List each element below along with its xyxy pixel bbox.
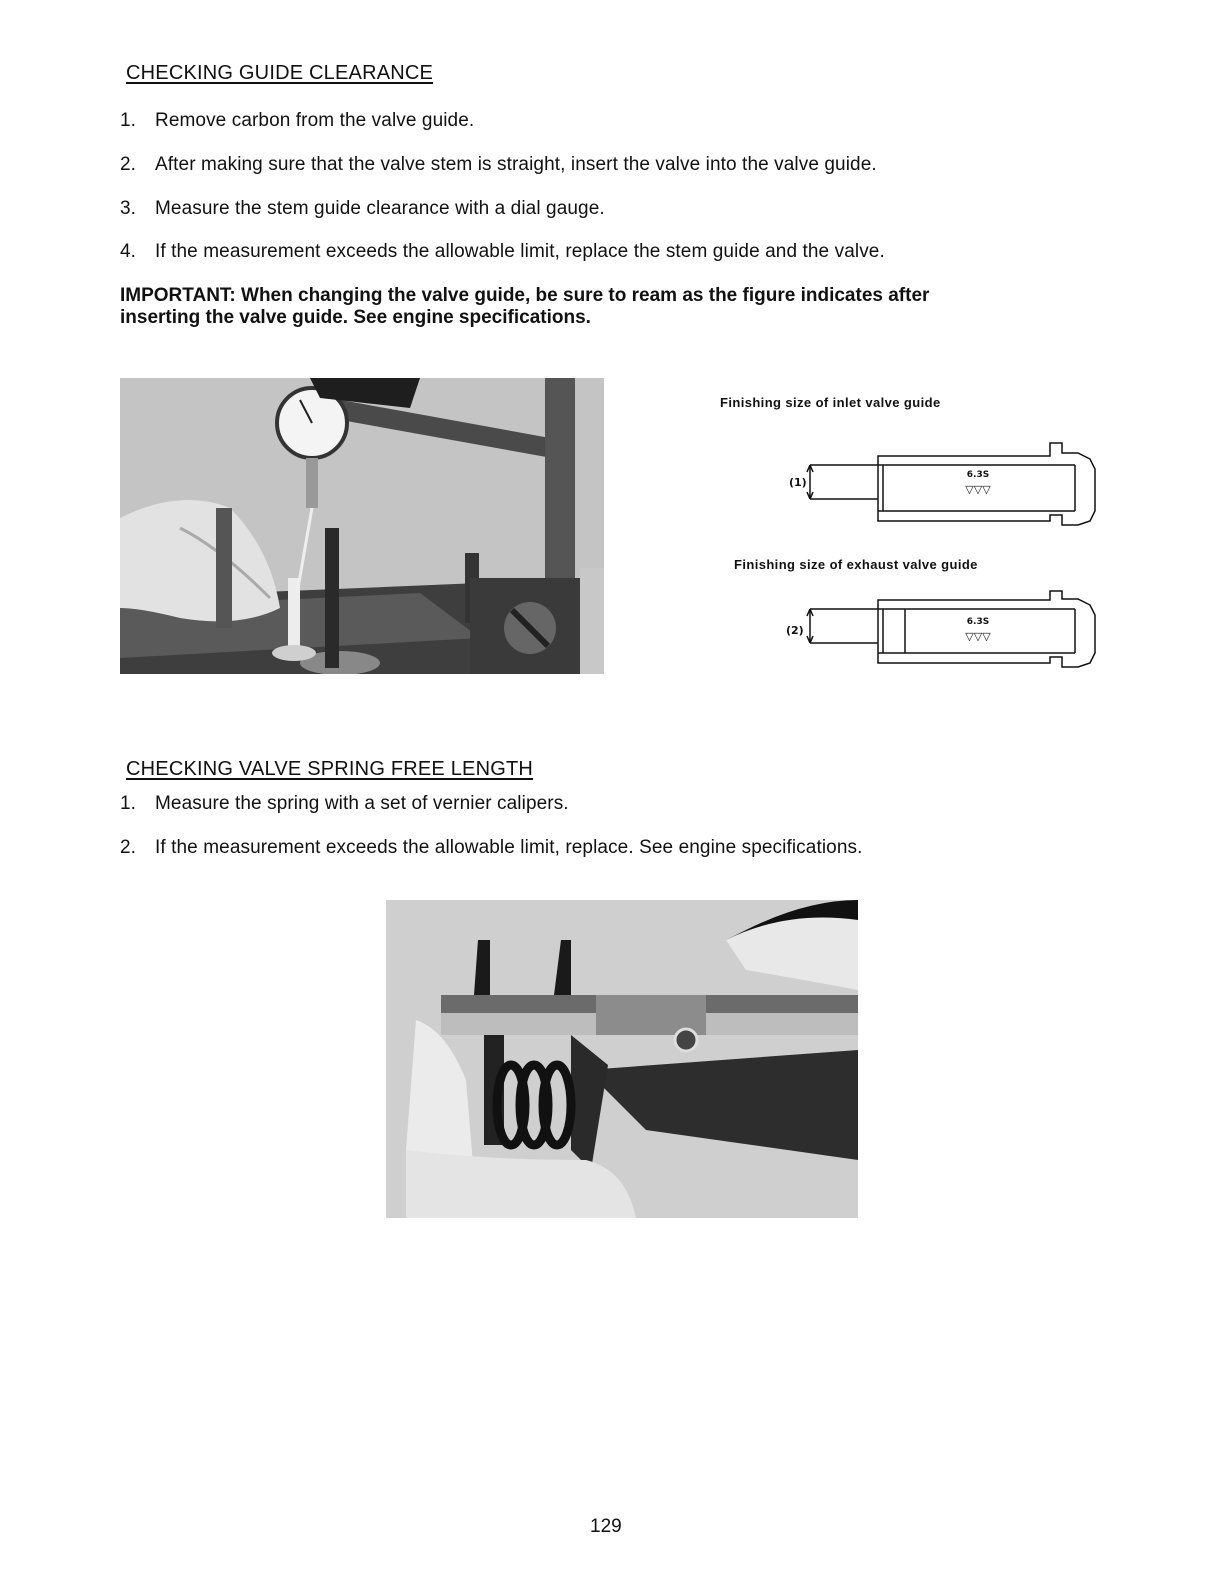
list-item bbox=[120, 793, 1020, 817]
list-item-text: Measure the spring with a set of vernier calipers. bbox=[155, 793, 569, 814]
inlet-valve-guide bbox=[807, 443, 1095, 525]
section-heading-valve-spring: CHECKING VALVE SPRING FREE LENGTH bbox=[126, 758, 534, 780]
inlet-guide-caption: Finishing size of inlet valve guide bbox=[720, 395, 941, 410]
page-number: 129 bbox=[590, 1516, 622, 1537]
list-item-number: 3. bbox=[120, 198, 137, 219]
inlet-size-label: 6.3S bbox=[966, 470, 990, 480]
list-item bbox=[120, 198, 1020, 222]
list-item-number: 2. bbox=[120, 154, 137, 175]
list-item-text: If the measurement exceeds the allowable limit, replace the stem guide and the valve. bbox=[155, 241, 885, 262]
section-heading-guide-clearance: CHECKING GUIDE CLEARANCE bbox=[126, 62, 434, 84]
list-item-text: If the measurement exceeds the allowable limit, replace. See engine specifications. bbox=[155, 837, 863, 858]
list-item bbox=[120, 110, 1020, 134]
list-item bbox=[120, 154, 1020, 178]
exhaust-ref-label: (2) bbox=[786, 624, 804, 637]
exhaust-finish-symbol: ▽▽▽ bbox=[965, 630, 991, 643]
list-item-text: Measure the stem guide clearance with a dial gauge. bbox=[155, 198, 605, 219]
inlet-ref-label: (1) bbox=[789, 476, 807, 489]
exhaust-valve-guide bbox=[807, 591, 1095, 667]
list-item-number: 1. bbox=[120, 110, 137, 131]
valve-guide-diagram bbox=[780, 435, 1110, 675]
list-item-text: After making sure that the valve stem is straight, insert the valve into the valve guide. bbox=[155, 154, 877, 175]
list-item-number: 2. bbox=[120, 837, 137, 858]
vernier-caliper-photo bbox=[386, 900, 858, 1218]
vernier-caliper-illustration bbox=[386, 900, 858, 1218]
important-note: IMPORTANT: When changing the valve guide, be sure to ream as the figure indicates after inserting the valve guide. See engine specifications. bbox=[120, 285, 930, 328]
list-item bbox=[120, 837, 1020, 861]
exhaust-guide-caption: Finishing size of exhaust valve guide bbox=[734, 557, 978, 572]
list-item-number: 4. bbox=[120, 241, 137, 262]
inlet-finish-symbol: ▽▽▽ bbox=[965, 483, 991, 496]
dial-gauge-illustration bbox=[120, 378, 604, 674]
exhaust-size-label: 6.3S bbox=[966, 617, 990, 627]
dial-gauge-photo bbox=[120, 378, 604, 674]
list-item-text: Remove carbon from the valve guide. bbox=[155, 110, 475, 131]
list-item bbox=[120, 241, 1020, 265]
list-item-number: 1. bbox=[120, 793, 137, 814]
